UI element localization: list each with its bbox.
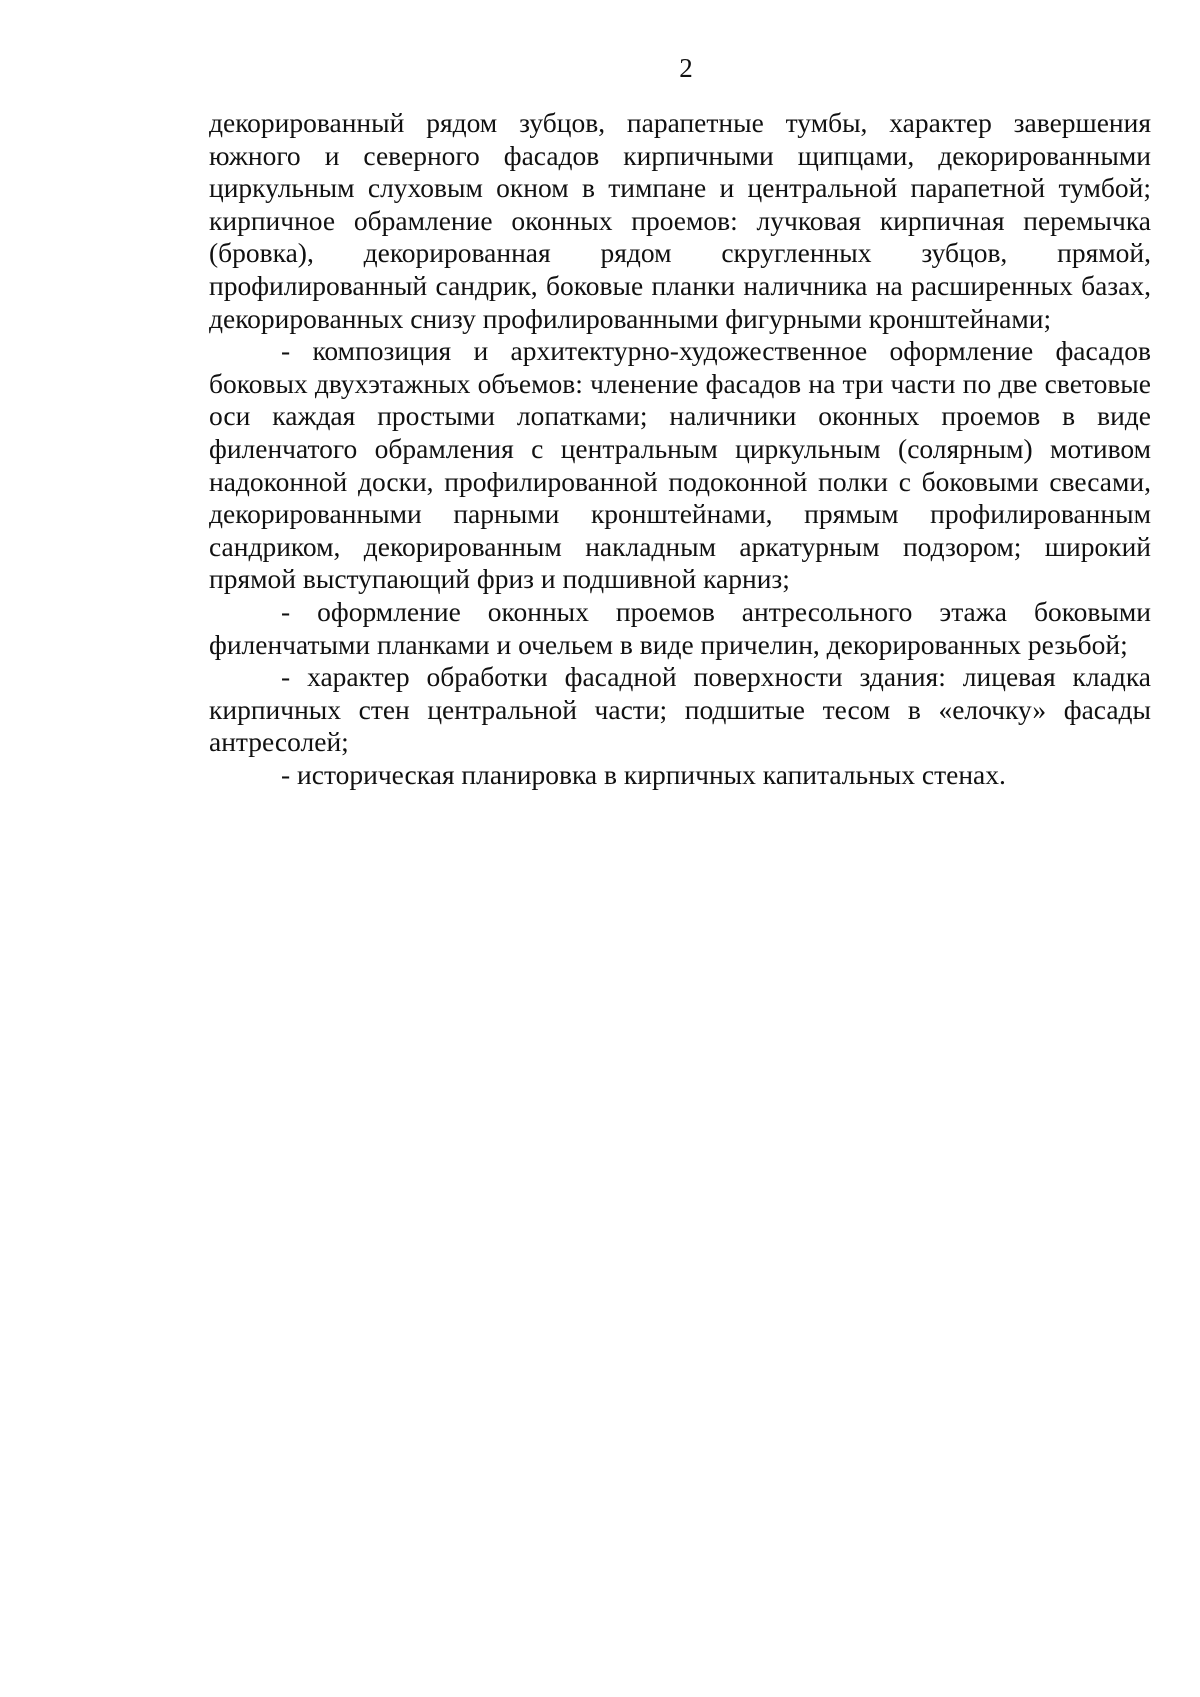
paragraph-historic-layout: - историческая планировка в кирпичных капитальных стенах. (281, 758, 1006, 790)
page-number: 2 (679, 53, 693, 83)
paragraph-facade-surface: - характер обработки фасадной поверхности здания: лицевая кладка кирпичных стен центральной части; подшитые тесом в «елочку» фасады антресолей; (209, 661, 1151, 758)
paragraph-mezzanine-windows: - оформление оконных проемов антресольного этажа боковыми филенчатыми планками и очельем в виде причелин, декорированных резьбой; (209, 595, 1151, 660)
paragraph-continuation: декорированный рядом зубцов, парапетные тумбы, характер завершения южного и северного фасадов кирпичными щипцами, декорированными циркульным слуховым окном в тимпане и центральной парапетной тумбой; кирпичное обрамление оконных проемов: лучковая кирпичная перемычка (бровка), декорированная рядом скругленных зубцов, прямой, профилированный сандрик, боковые планки наличника на расширенных базах, декорированных снизу профилированными фигурными кронштейнами; (209, 107, 1151, 334)
document-body (209, 107, 1151, 791)
paragraph-side-volumes: - композиция и архитектурно-художественное оформление фасадов боковых двухэтажных объемов: членение фасадов на три части по две световые оси каждая простыми лопатками; наличники оконных проемов в виде филенчатого обрамления с центральным циркульным (солярным) мотивом надоконной доски, профилированной подоконной полки с боковыми свесами, декорированными парными кронштейнами, прямым профилированным сандриком, декорированным накладным аркатурным подзором; широкий прямой выступающий фриз и подшивной карниз; (209, 335, 1151, 595)
